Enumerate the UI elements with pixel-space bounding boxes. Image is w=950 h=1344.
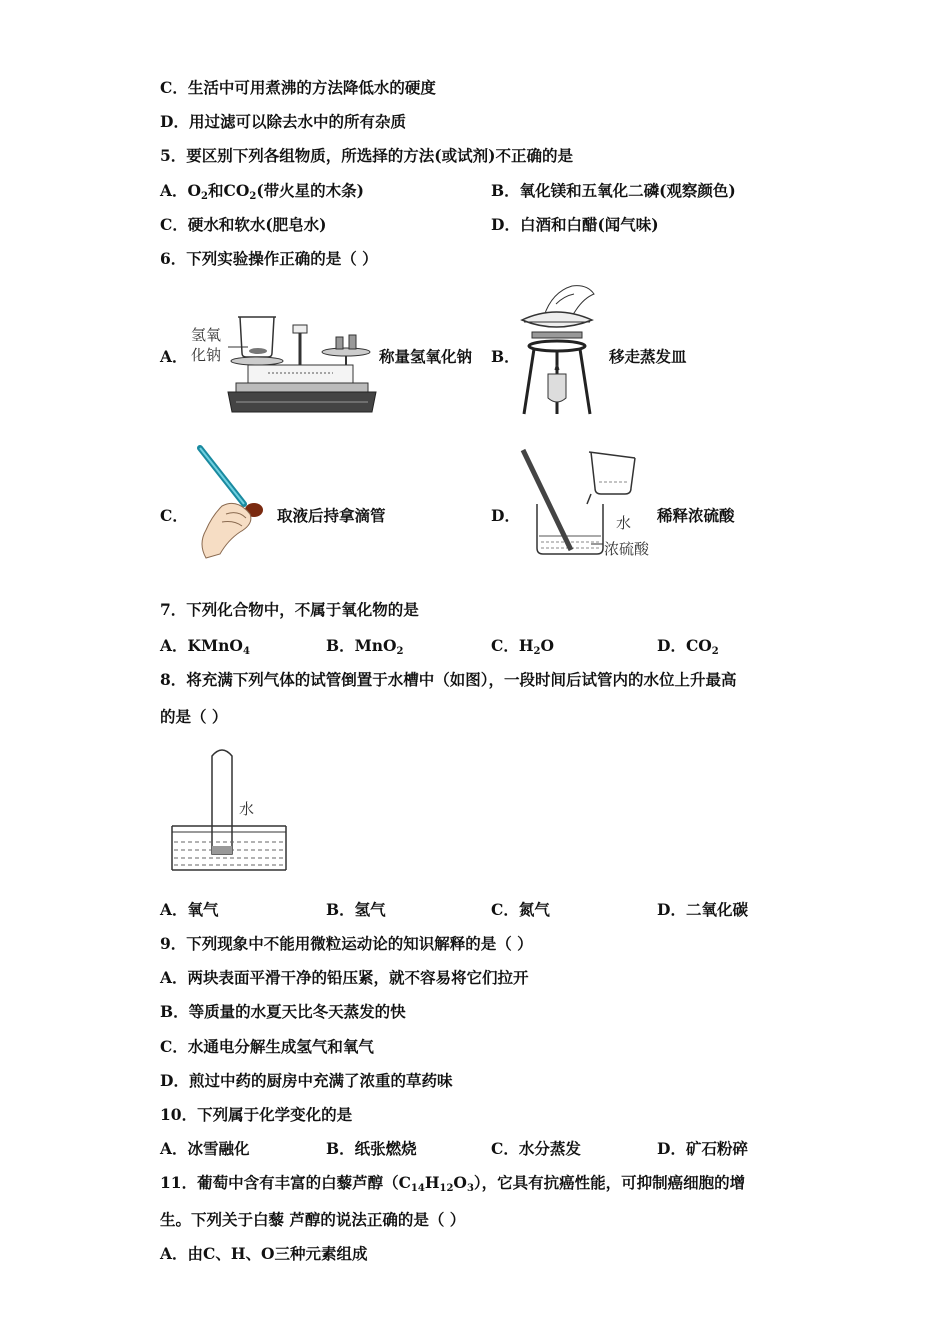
fig-label-naoh-2: 化钠 (191, 346, 222, 364)
q10-stem: 10．下列属于化学变化的是 (160, 1105, 353, 1124)
dropper-figure (192, 444, 272, 564)
q4-option-c: C．生活中可用煮沸的方法降低水的硬度 (160, 78, 436, 97)
fig-label-water: 水 (616, 514, 632, 532)
q7-stem: 7．下列化合物中，不属于氧化物的是 (160, 600, 419, 619)
q5-option-c: C．硬水和软水(肥皂水) (160, 215, 327, 234)
q10-option-c: C．水分蒸发 (491, 1139, 581, 1158)
q7-option-a: A．KMnO$_4$ (160, 636, 250, 657)
q5-option-b: B．氧化镁和五氧化二磷(观察颜色) (491, 181, 736, 200)
q5-option-d: D．白酒和白醋(闻气味) (491, 215, 659, 234)
q11-option-a: A．由C、H、O三种元素组成 (160, 1244, 368, 1263)
q6-option-d-caption: 稀释浓硫酸 (657, 506, 735, 525)
fig-label-naoh-1: 氢氧 (191, 326, 222, 344)
q6-option-d-label: D． (491, 506, 520, 525)
q8-option-a: A．氧气 (160, 900, 219, 919)
balance-figure (188, 305, 378, 417)
dilution-figure (515, 444, 660, 562)
q11-stem-line1: 11．葡萄中含有丰富的白藜芦醇$(C_{14}H_{12}O_3)$，它具有抗癌性能，可抑制癌细胞的增 (160, 1173, 746, 1194)
q8-option-d: D．二氧化碳 (657, 900, 748, 919)
q6-option-c-label: C． (160, 506, 188, 525)
q10-option-d: D．矿石粉碎 (657, 1139, 748, 1158)
q8-option-c: C．氮气 (491, 900, 550, 919)
q10-option-b: B．纸张燃烧 (326, 1139, 417, 1158)
test-tube-trough-figure (170, 746, 288, 874)
q6-option-a-label: A． (160, 347, 188, 366)
q8-stem-line2: 的是（ ） (160, 707, 228, 726)
evaporating-dish-figure (512, 282, 602, 420)
q5-option-a: A．$O_2$和$CO_2$(带火星的木条) (160, 181, 364, 202)
q9-option-c: C．水通电分解生成氢气和氧气 (160, 1037, 374, 1056)
q6-option-b-label: B． (491, 347, 520, 366)
q9-option-a: A．两块表面平滑干净的铅压紧，就不容易将它们拉开 (160, 968, 529, 987)
q10-option-a: A．冰雪融化 (160, 1139, 250, 1158)
q9-option-b: B．等质量的水夏天比冬天蒸发的快 (160, 1002, 406, 1021)
q7-option-d: D．$CO_2$ (657, 636, 719, 657)
q7-option-b: B．MnO$_2$ (326, 636, 404, 657)
q7-option-c: C．$H_2O$ (491, 636, 554, 657)
q9-option-d: D．煎过中药的厨房中充满了浓重的草药味 (160, 1071, 453, 1090)
q6-stem: 6．下列实验操作正确的是（ ） (160, 249, 378, 268)
q4-option-d: D．用过滤可以除去水中的所有杂质 (160, 112, 406, 131)
q6-option-c-caption: 取液后持拿滴管 (277, 506, 386, 525)
q5-stem: 5．要区别下列各组物质，所选择的方法(或试剂)不正确的是 (160, 146, 573, 165)
fig-label-acid: 浓硫酸 (604, 540, 650, 558)
fig-label-trough-water: 水 (239, 800, 255, 818)
q9-stem: 9．下列现象中不能用微粒运动论的知识解释的是（ ） (160, 934, 533, 953)
q8-option-b: B．氢气 (326, 900, 386, 919)
q6-option-a-caption: 称量氢氧化钠 (379, 347, 473, 366)
q6-option-b-caption: 移走蒸发皿 (609, 347, 687, 366)
q11-stem-line2: 生。下列关于白藜 芦醇的说法正确的是（ ） (160, 1210, 466, 1229)
q8-stem-line1: 8．将充满下列气体的试管倒置于水槽中（如图），一段时间后试管内的水位上升最高 (160, 670, 737, 689)
